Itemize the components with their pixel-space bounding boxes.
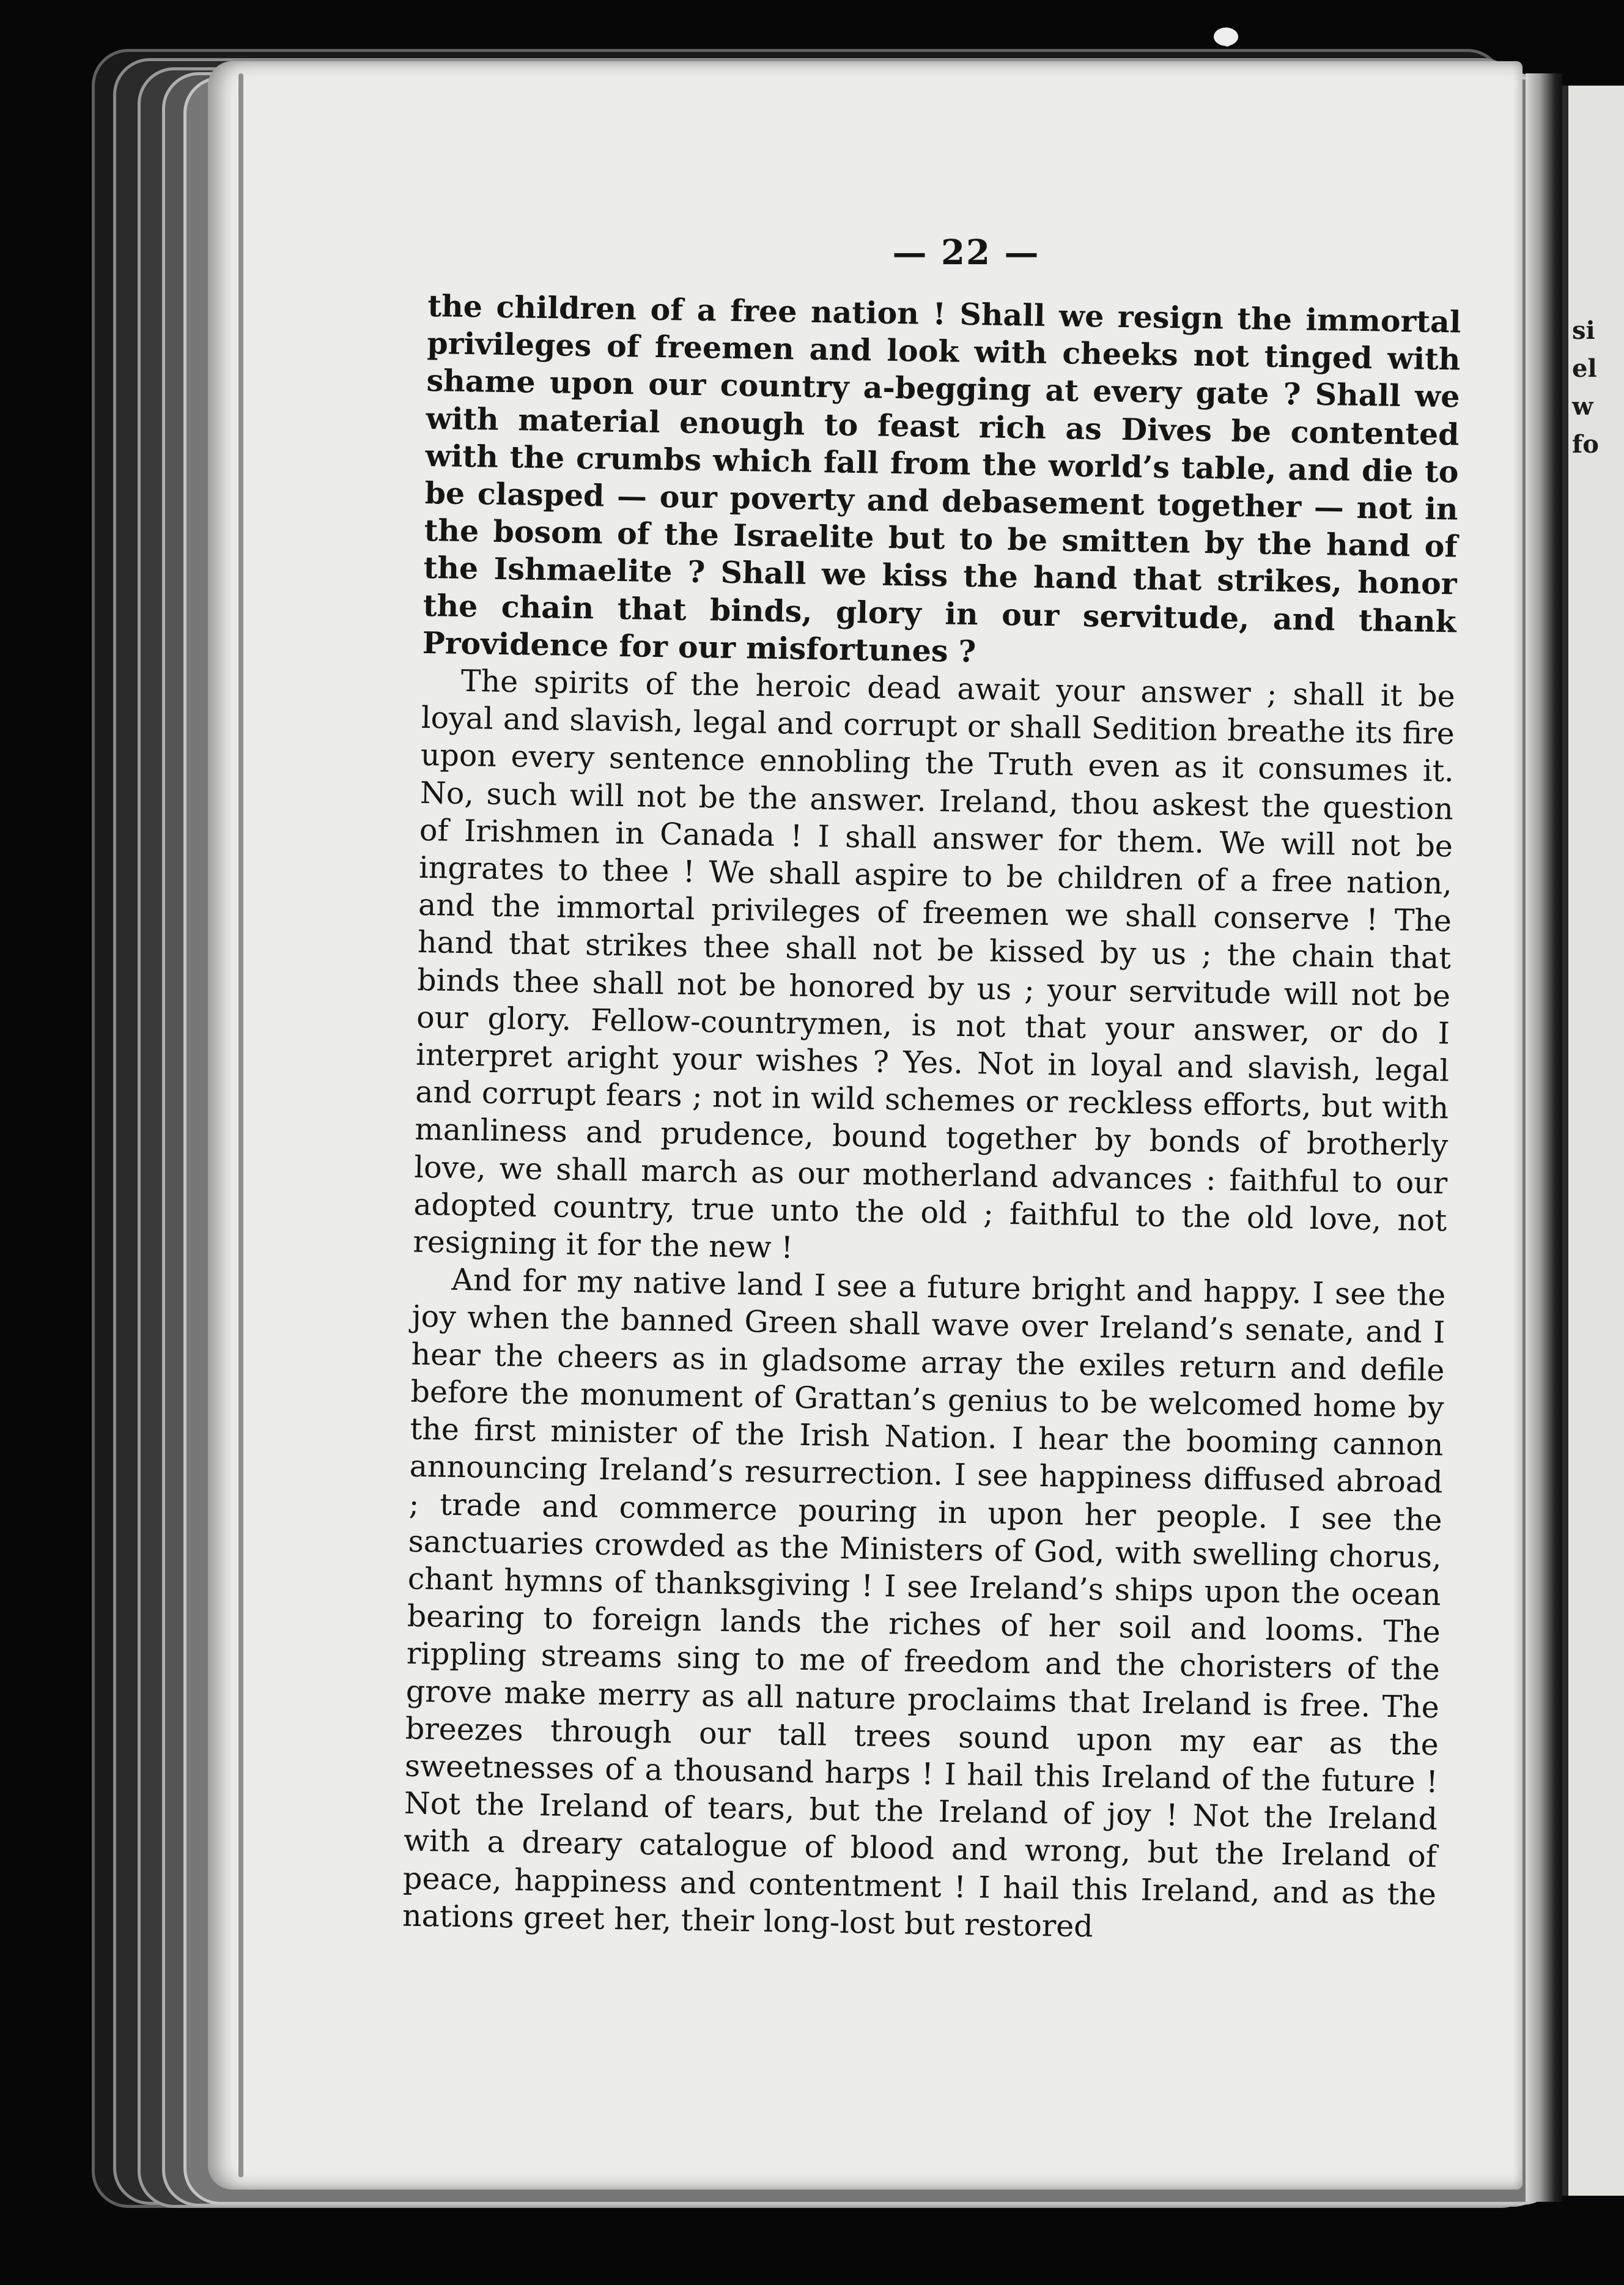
paragraph: And for my native land I see a future bright and happy. I see the joy when the banned Green shall wave over Ireland’s senate, and I hear the cheers as in gladsome array the exiles return and defile before the monument of Grattan’s genius to be welcomed home by the first minister of the Irish Nation. I hear the booming cannon announcing Ireland’s resurrection. I see happiness diffused abroad ; trade and commerce pouring in upon her people. I see the sanctuaries crowded as the Ministers of God, with swelling chorus, chant hymns of thanksgiving ! I see Ireland’s ships upon the ocean bearing to foreign lands the riches of her soil and looms. The rippling streams sing to me of freedom and the choristers of the grove make merry as all nature proclaims that Ireland is free. The breezes through our tall trees sound upon my ear as the sweetnesses of a thousand harps ! I hail this Ireland of the future ! Not the Ireland of tears, but the Ireland of joy ! Not the Ireland with a dreary catalogue of blood and wrong, but the Ireland of peace, happiness and contentment ! I hail this Ireland, and as the nations greet her, their long-lost but restored: [402, 1262, 1446, 1944]
body-text: [402, 287, 1461, 1950]
dust-speck: [1223, 38, 1231, 46]
page-number: — 22 —: [892, 232, 1040, 273]
next-page-fragment: [1562, 86, 1624, 2196]
page-fold-line: [238, 73, 243, 2177]
next-page-text: si el w fo: [1572, 316, 1599, 459]
gutter-shadow: [1526, 73, 1562, 2202]
paragraph: the children of a free nation ! Shall we resign the immortal privileges of freemen and look with cheeks not tinged with shame upon our country a-begging at every gate ? Shall we with material enough to feast rich as Dives be contented with the crumbs which fall from the world’s table, and die to be clasped — our poverty and debasement together — not in the bosom of the Israelite but to be smitten by the hand of the Ishmaelite ? Shall we kiss the hand that strikes, honor the chain that binds, glory in our servitude, and thank Providence for our misfortunes ?: [422, 287, 1461, 669]
paragraph: The spirits of the heroic dead await your answer ; shall it be loyal and slavish, legal and corrupt or shall Sedition breathe its fire upon every sentence ennobling the Truth even as it consumes it. No, such will not be the answer. Ireland, thou askest the question of Irishmen in Canada ! I shall answer for them. We will not be ingrates to thee ! We shall aspire to be children of a free nation, and the immortal privileges of freemen we shall conserve ! The hand that strikes thee shall not be kissed by us ; the chain that binds thee shall not be honored by us ; your servitude will not be our glory. Fellow-countrymen, is not that your answer, or do I interpret aright your wishes ? Yes. Not in loyal and slavish, legal and corrupt fears ; not in wild schemes or reckless efforts, but with manliness and prudence, bound together by bonds of brotherly love, we shall march as our motherland advances : faithful to our adopted country, true unto the old ; faithful to the old love, not resigning it for the new !: [413, 663, 1456, 1265]
